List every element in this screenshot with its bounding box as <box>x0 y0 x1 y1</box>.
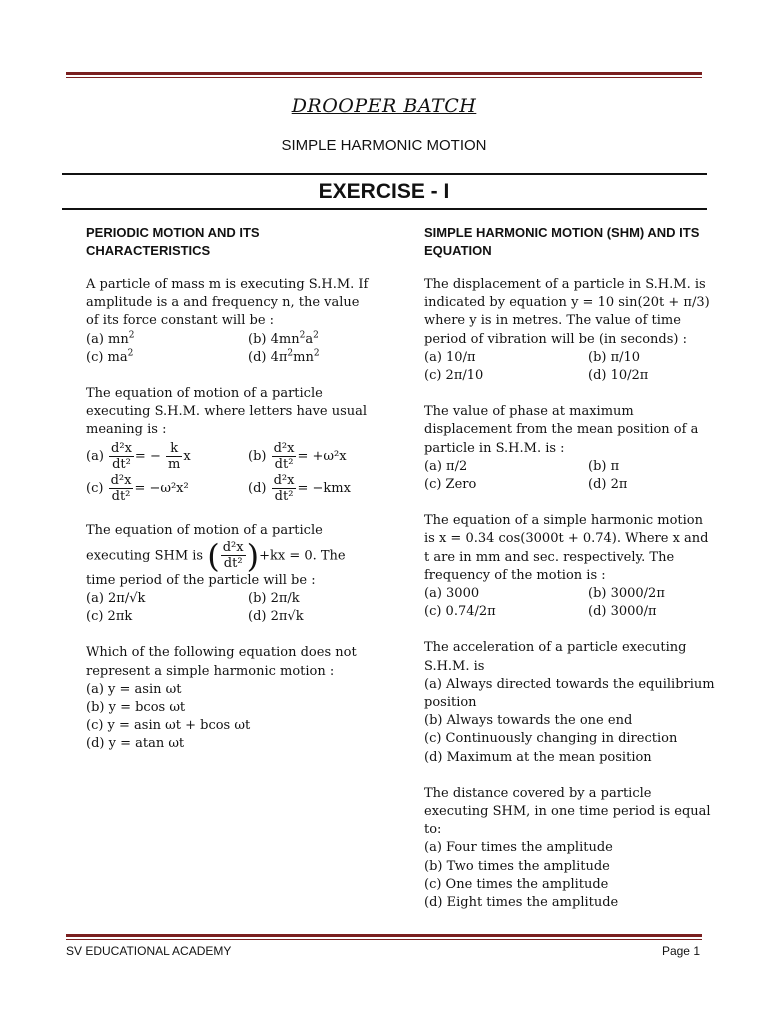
option-a: (a) 2π/√k <box>86 591 146 607</box>
question-equation-of-motion <box>86 385 376 504</box>
question-text: Which of the following equation does not represent a simple harmonic motion : <box>86 645 357 679</box>
options-row-1 <box>86 441 376 472</box>
option-d: (d) 2π <box>588 477 628 493</box>
batch-title: DROOPER BATCH <box>291 95 477 117</box>
question-text: The value of phase at maximum displacement from the mean position of a particle in S.H.M. is : <box>424 404 699 456</box>
option-b: (b) 2π/k <box>248 591 300 607</box>
options <box>424 349 716 385</box>
option-c: (c) One times the amplitude <box>424 876 609 892</box>
question-mass-force-constant <box>86 276 376 367</box>
options <box>86 331 376 367</box>
option-a: (a) Always directed towards the equilibrium position <box>424 676 715 711</box>
footer-rule-thin <box>66 939 702 940</box>
question-text: The equation of a simple harmonic motion is x = 0.34 cos(3000t + 0.74). Where x and t are in mm and sec. respectively. The frequency of the motion is : <box>424 513 709 583</box>
option-a: (a) 10/π <box>424 349 476 365</box>
option-b: (b) Always towards the one end <box>424 713 633 729</box>
question-text: The acceleration of a particle executing S.H.M. is <box>424 640 687 674</box>
question-text: A particle of mass m is executing S.H.M. If amplitude is a and frequency n, the value of its force constant will be : <box>86 277 369 329</box>
question-text: The displacement of a particle in S.H.M. is indicated by equation y = 10 sin(20t + π/3) where y is in metres. The value of time period of vibration will be (in seconds) : <box>424 277 710 347</box>
question-text: The equation of motion of a particle executing S.H.M. where letters have usual meaning is : <box>86 386 368 438</box>
question-time-period <box>86 522 376 627</box>
option-d: (d) 10/2π <box>588 368 649 384</box>
option-a: (a) 3000 <box>424 586 480 602</box>
footer-rule-thick <box>66 934 702 937</box>
question-text-line-2: executing SHM is ( $\frac{\text{d²x}}{\text{dt²}}$ )+kx = 0. The <box>86 536 346 575</box>
option-c: (c) $\frac{\text{d²x}}{\text{dt²}}$ = −ω²x² <box>86 472 189 504</box>
footer-organization: SV EDUCATIONAL ACADEMY <box>66 944 232 958</box>
question-text: The distance covered by a particle executing SHM, in one time period is equal to: <box>424 785 711 838</box>
option-d: (d) $\frac{\text{d²x}}{\text{dt²}}$ = −kmx <box>248 472 351 504</box>
options <box>86 590 376 626</box>
top-rule-thin <box>66 77 702 78</box>
option-b: (b) $4mn^2a^2$ <box>248 330 319 347</box>
left-section-heading: PERIODIC MOTION AND ITS CHARACTERISTICS <box>86 225 260 258</box>
option-d: (d) Maximum at the mean position <box>424 749 652 765</box>
option-c: (c) $ma^2$ <box>86 348 134 365</box>
right-section-heading: SIMPLE HARMONIC MOTION (SHM) AND ITS EQUATION <box>424 225 700 258</box>
exercise-heading: EXERCISE - I <box>318 180 450 203</box>
option-c: (c) 2π/10 <box>424 368 484 384</box>
question-text-line-1: The equation of motion of a particle <box>86 522 323 538</box>
option-b: (b) 3000/2π <box>588 586 665 602</box>
option-c: (c) y = asin ωt + bcos ωt <box>86 718 251 734</box>
left-column <box>86 224 376 772</box>
option-b: (b) π <box>588 458 620 474</box>
option-a: (a) $mn^2$ <box>86 330 135 347</box>
option-b: (b) Two times the amplitude <box>424 858 610 874</box>
option-d: (d) y = atan ωt <box>86 736 185 752</box>
question-displacement-period <box>424 276 716 385</box>
option-c: (c) Continuously changing in direction <box>424 731 678 747</box>
options <box>424 585 716 621</box>
option-a: (a) Four times the amplitude <box>424 840 613 856</box>
option-d: (d) 3000/π <box>588 604 657 620</box>
option-d: (d) 2π√k <box>248 609 304 625</box>
option-a: (a) $\frac{\text{d²x}}{\text{dt²}}$ = − $\frac{k}{m}$ x <box>86 440 191 472</box>
subject-title: SIMPLE HARMONIC MOTION <box>281 137 487 154</box>
option-c: (c) 0.74/2π <box>424 604 496 620</box>
question-not-shm <box>86 644 376 753</box>
option-a: (a) π/2 <box>424 458 468 474</box>
exercise-rule-top <box>62 173 707 175</box>
question-frequency <box>424 512 716 621</box>
option-b: (b) $\frac{\text{d²x}}{\text{dt²}}$ = +ω²x <box>248 440 347 472</box>
top-rule-thick <box>66 72 702 75</box>
option-c: (c) Zero <box>424 477 477 493</box>
footer-page-number: Page 1 <box>661 944 700 958</box>
question-distance <box>424 785 716 912</box>
option-a: (a) y = asin ωt <box>86 681 182 697</box>
question-text-line-3: time period of the particle will be : <box>86 572 316 588</box>
option-b: (b) y = bcos ωt <box>86 700 186 716</box>
options-row-2 <box>86 473 376 504</box>
options <box>424 458 716 494</box>
option-d: (d) Eight times the amplitude <box>424 895 619 911</box>
question-acceleration <box>424 639 716 766</box>
question-phase <box>424 403 716 494</box>
exercise-rule-bottom <box>62 208 707 210</box>
option-b: (b) π/10 <box>588 349 641 365</box>
option-c: (c) 2πk <box>86 609 133 625</box>
right-column <box>424 224 716 930</box>
option-d: (d) $4\pi^2mn^2$ <box>248 348 320 365</box>
